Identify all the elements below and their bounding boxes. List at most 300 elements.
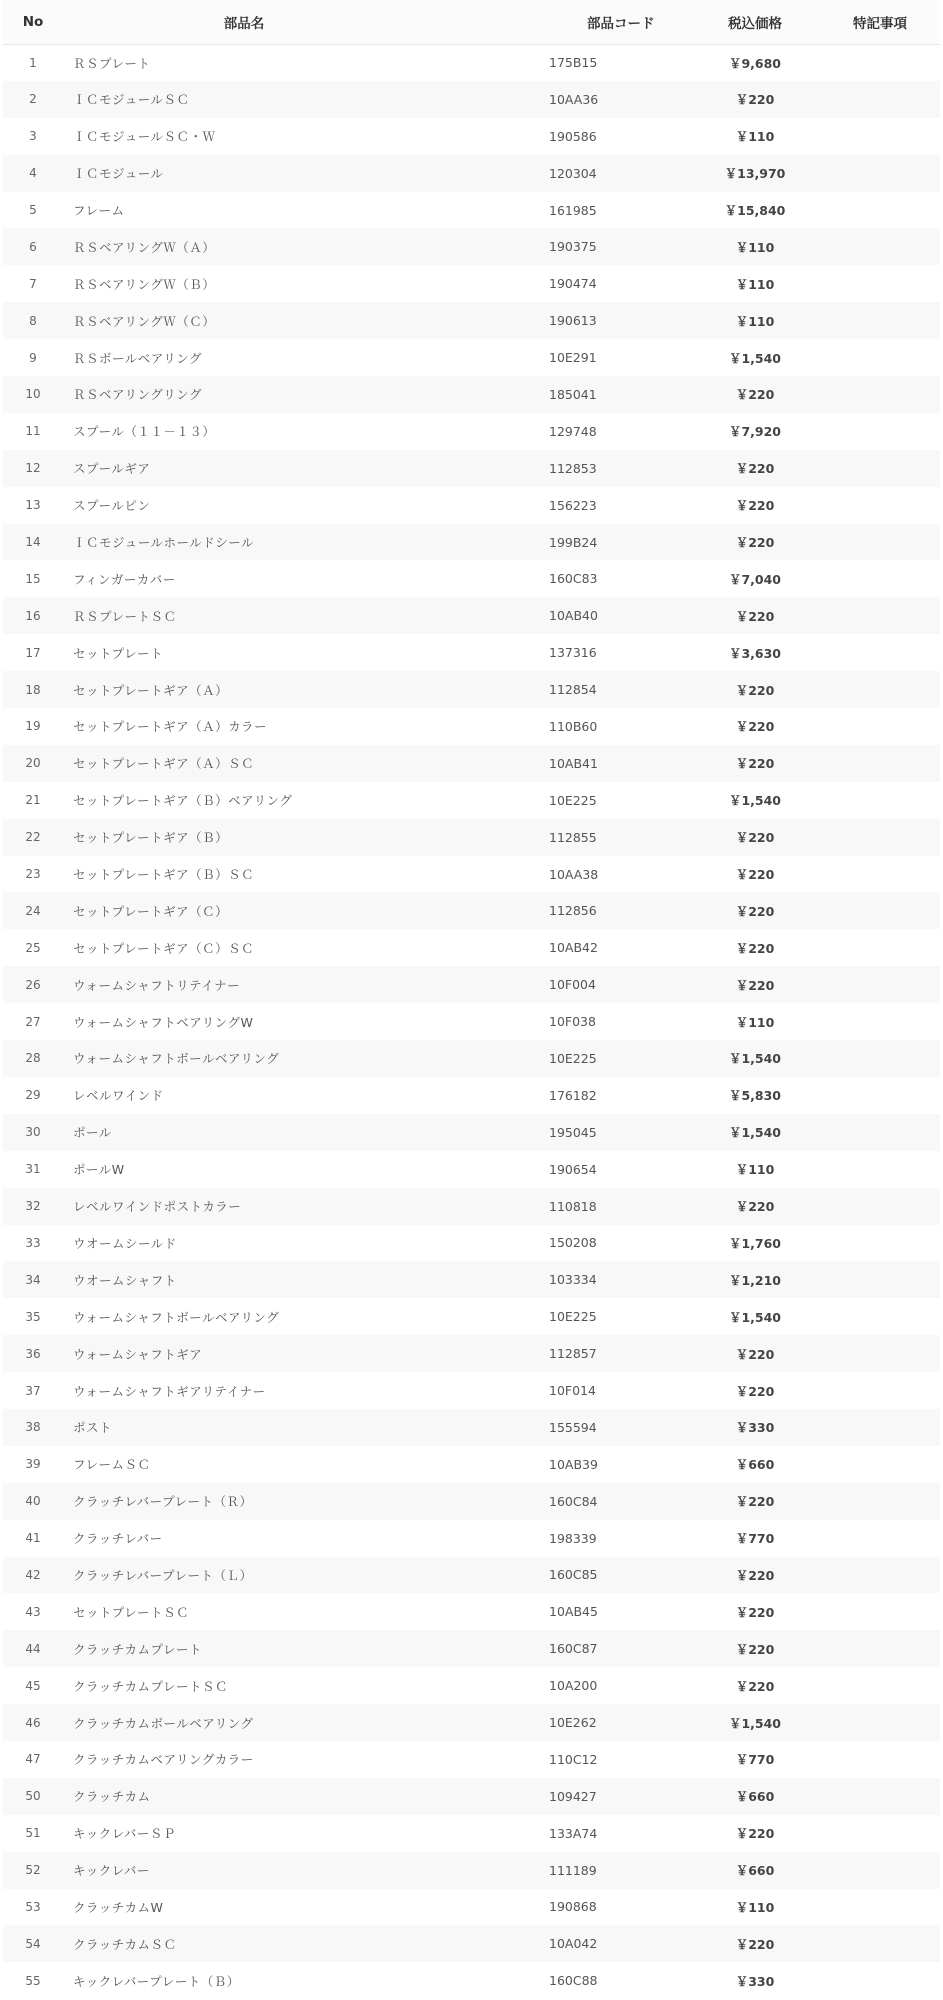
part-name: ウォームシャフトボールベアリング [73, 1051, 280, 1067]
part-price: ￥330 [735, 1420, 775, 1436]
part-code: 176182 [549, 1087, 597, 1103]
part-code: 185041 [549, 386, 597, 402]
table-row [3, 1667, 940, 1704]
part-price: ￥220 [735, 830, 775, 846]
part-no: 45 [25, 1678, 41, 1693]
table-row [3, 1040, 940, 1077]
part-price: ￥220 [735, 940, 775, 956]
part-code: 10F004 [549, 977, 596, 993]
part-price: ￥220 [735, 719, 775, 735]
part-name: クラッチカムボールベアリング [73, 1715, 254, 1731]
part-code: 112856 [549, 903, 597, 919]
part-price: ￥220 [735, 756, 775, 772]
table-row [3, 1114, 940, 1151]
part-no: 31 [25, 1162, 41, 1177]
part-name: ウォームシャフトギアリテイナー [73, 1383, 266, 1399]
part-no: 40 [25, 1494, 41, 1509]
part-note [820, 81, 940, 118]
part-no: 44 [25, 1641, 41, 1656]
part-note [820, 1520, 940, 1557]
part-name: キックレバー [73, 1863, 150, 1879]
part-price: ￥220 [735, 1641, 775, 1657]
part-code: 155594 [549, 1419, 597, 1435]
part-code: 150208 [549, 1235, 597, 1251]
part-price: ￥220 [735, 977, 775, 993]
part-name: セットプレートギア（Ｃ）ＳＣ [73, 940, 255, 956]
part-name: フレームＳＣ [73, 1457, 151, 1473]
table-row [3, 524, 940, 561]
header-part-code: 部品コード [587, 15, 655, 32]
part-price: ￥660 [735, 1457, 775, 1473]
part-no: 38 [25, 1420, 41, 1435]
part-price: ￥220 [735, 682, 775, 698]
part-name: ＩＣモジュールＳＣ [73, 92, 190, 108]
header-no: No [22, 13, 44, 30]
part-code: 190586 [549, 128, 597, 144]
part-name: ウオームシールド [73, 1235, 177, 1251]
part-name: セットプレートギア（Ａ） [73, 682, 229, 698]
part-no: 8 [29, 313, 37, 328]
part-price: ￥770 [735, 1752, 775, 1768]
part-no: 43 [25, 1604, 41, 1619]
part-name: キックレバープレート（Ｂ） [73, 1973, 240, 1989]
part-no: 4 [29, 166, 37, 181]
part-name: セットプレートギア（Ｃ） [73, 903, 229, 919]
part-no: 16 [25, 608, 41, 623]
part-note [820, 1704, 940, 1741]
part-name: スプールギア [73, 461, 151, 477]
part-no: 6 [29, 239, 37, 254]
table-row [3, 1852, 940, 1889]
part-note [820, 376, 940, 413]
table-row [3, 671, 940, 708]
part-name: ポールW [73, 1162, 125, 1178]
table-row [3, 1557, 940, 1594]
part-price: ￥1,540 [728, 1715, 782, 1731]
part-price: ￥220 [735, 1346, 775, 1362]
part-price: ￥220 [735, 903, 775, 919]
part-no: 15 [25, 571, 41, 586]
part-no: 10 [25, 387, 41, 402]
part-price: ￥330 [735, 1973, 775, 1989]
part-name: スプール（１１－１３） [73, 424, 216, 440]
part-note [820, 450, 940, 487]
part-note [820, 265, 940, 302]
part-no: 18 [25, 682, 41, 697]
part-name: セットプレートギア（Ｂ）ベアリング [73, 793, 293, 809]
part-code: 109427 [549, 1788, 597, 1804]
part-no: 54 [25, 1936, 41, 1951]
part-note [820, 1925, 940, 1962]
table-row [3, 1188, 940, 1225]
part-note [820, 1483, 940, 1520]
part-name: ウォームシャフトベアリングW [73, 1014, 254, 1030]
table-row [3, 1778, 940, 1815]
part-note [820, 1741, 940, 1778]
part-note [820, 745, 940, 782]
part-no: 9 [29, 350, 37, 365]
part-note [820, 1077, 940, 1114]
table-row [3, 634, 940, 671]
table-row [3, 302, 940, 339]
part-price: ￥220 [735, 608, 775, 624]
part-no: 37 [25, 1383, 41, 1398]
part-no: 2 [29, 92, 37, 107]
part-no: 53 [25, 1899, 41, 1914]
part-name: ＩＣモジュール [73, 166, 164, 182]
part-price: ￥220 [735, 1494, 775, 1510]
table-row [3, 1298, 940, 1335]
part-name: キックレバーＳＰ [73, 1826, 176, 1842]
table-row [3, 44, 940, 81]
part-price: ￥13,970 [724, 166, 786, 182]
part-no: 11 [25, 424, 41, 439]
part-no: 13 [25, 498, 41, 513]
part-note [820, 228, 940, 265]
table-row [3, 265, 940, 302]
part-code: 160C87 [549, 1641, 598, 1657]
part-note [820, 1815, 940, 1852]
part-note [820, 1409, 940, 1446]
table-row [3, 1003, 940, 1040]
part-no: 17 [25, 645, 41, 660]
header-row [3, 0, 940, 44]
part-code: 112857 [549, 1346, 597, 1362]
part-no: 12 [25, 461, 41, 476]
part-price: ￥1,210 [728, 1272, 782, 1288]
part-name: セットプレート [73, 645, 164, 661]
part-no: 22 [25, 830, 41, 845]
part-price: ￥220 [735, 1826, 775, 1842]
part-note [820, 1778, 940, 1815]
parts-table [3, 0, 940, 1999]
part-price: ￥220 [735, 1604, 775, 1620]
part-no: 20 [25, 756, 41, 771]
part-note [820, 1040, 940, 1077]
table-row [3, 339, 940, 376]
table-header [3, 0, 940, 44]
part-code: 190375 [549, 239, 597, 255]
part-no: 51 [25, 1826, 41, 1841]
part-no: 30 [25, 1125, 41, 1140]
table-row [3, 1962, 940, 1999]
part-note [820, 782, 940, 819]
part-code: 10E225 [549, 1309, 597, 1325]
part-note [820, 634, 940, 671]
part-price: ￥220 [735, 461, 775, 477]
part-code: 161985 [549, 202, 597, 218]
part-note [820, 302, 940, 339]
part-code: 160C83 [549, 571, 598, 587]
part-note [820, 1852, 940, 1889]
part-code: 112853 [549, 460, 597, 476]
part-note [820, 929, 940, 966]
part-note [820, 560, 940, 597]
part-note [820, 339, 940, 376]
part-note [820, 708, 940, 745]
table-row [3, 819, 940, 856]
part-no: 33 [25, 1235, 41, 1250]
table-row [3, 560, 940, 597]
part-no: 46 [25, 1715, 41, 1730]
part-price: ￥1,540 [728, 1309, 782, 1325]
part-no: 3 [29, 129, 37, 144]
part-no: 26 [25, 977, 41, 992]
part-price: ￥1,540 [728, 350, 782, 366]
part-code: 10AB42 [549, 940, 598, 956]
table-row [3, 966, 940, 1003]
part-price: ￥220 [735, 1936, 775, 1952]
part-name: レベルワインドポストカラー [73, 1199, 242, 1215]
header-part-name: 部品名 [223, 15, 265, 32]
part-price: ￥220 [735, 1199, 775, 1215]
part-name: ウォームシャフトリテイナー [73, 977, 241, 993]
part-code: 10F038 [549, 1014, 596, 1030]
part-no: 39 [25, 1457, 41, 1472]
table-row [3, 1704, 940, 1741]
table-row [3, 1077, 940, 1114]
part-price: ￥1,760 [728, 1235, 782, 1251]
part-name: クラッチカムプレートＳＣ [73, 1678, 229, 1694]
table-row [3, 892, 940, 929]
part-name: セットプレートＳＣ [73, 1604, 190, 1620]
part-name: ＲＳプレートＳＣ [73, 608, 177, 624]
part-note [820, 1889, 940, 1926]
part-note [820, 671, 940, 708]
part-price: ￥110 [735, 1162, 775, 1178]
part-note [820, 1114, 940, 1151]
table-row [3, 597, 940, 634]
part-no: 32 [25, 1199, 41, 1214]
part-no: 14 [25, 535, 41, 550]
part-price: ￥220 [735, 1567, 775, 1583]
part-no: 28 [25, 1051, 41, 1066]
part-price: ￥220 [735, 1678, 775, 1694]
part-name: レベルワインド [73, 1088, 164, 1104]
part-no: 47 [25, 1752, 41, 1767]
part-no: 52 [25, 1863, 41, 1878]
part-code: 160C84 [549, 1493, 598, 1509]
part-code: 112854 [549, 682, 597, 698]
part-code: 110B60 [549, 718, 598, 734]
table-row [3, 450, 940, 487]
part-name: クラッチレバープレート（Ｒ） [73, 1494, 253, 1510]
part-code: 133A74 [549, 1825, 598, 1841]
part-no: 35 [25, 1309, 41, 1324]
table-row [3, 1151, 940, 1188]
part-price: ￥15,840 [724, 203, 786, 218]
part-no: 42 [25, 1567, 41, 1582]
part-price: ￥9,680 [728, 55, 782, 71]
part-price: ￥660 [735, 1789, 775, 1805]
part-name: ウオームシャフト [73, 1272, 177, 1288]
table-row [3, 1372, 940, 1409]
table-row [3, 118, 940, 155]
table-row [3, 192, 940, 229]
table-row [3, 929, 940, 966]
table-body [3, 44, 940, 1999]
part-name: セットプレートギア（Ａ）ＳＣ [73, 756, 255, 772]
part-code: 10E225 [549, 792, 597, 808]
part-name: フレーム [73, 203, 125, 218]
table-row [3, 1889, 940, 1926]
header-price: 税込価格 [728, 15, 782, 32]
part-name: ＲＳベアリングＷ（Ａ） [73, 239, 216, 255]
part-price: ￥660 [735, 1863, 775, 1879]
table-row [3, 81, 940, 118]
part-code: 199B24 [549, 534, 598, 550]
part-code: 112855 [549, 829, 597, 845]
part-name: フィンガーカバー [73, 571, 176, 587]
part-name: クラッチレバー [73, 1531, 163, 1547]
part-price: ￥1,540 [728, 1051, 782, 1067]
part-no: 50 [25, 1789, 41, 1804]
table-row [3, 1335, 940, 1372]
table-row [3, 155, 940, 192]
part-name: ＩＣモジュールホールドシール [73, 535, 255, 551]
part-name: クラッチカムW [73, 1899, 164, 1915]
part-price: ￥5,830 [728, 1088, 782, 1104]
table-row [3, 413, 940, 450]
part-no: 55 [25, 1973, 41, 1988]
table-row [3, 1630, 940, 1667]
part-code: 10E225 [549, 1050, 597, 1066]
part-name: ＩＣモジュールＳＣ・Ｗ [73, 129, 216, 145]
part-name: クラッチカムプレート [73, 1641, 203, 1657]
part-name: ＲＳベアリングＷ（Ｂ） [73, 276, 216, 292]
part-note [820, 1151, 940, 1188]
part-code: 110818 [549, 1198, 597, 1214]
table-row [3, 228, 940, 265]
part-code: 10AB41 [549, 755, 598, 771]
part-code: 160C85 [549, 1567, 598, 1583]
part-note [820, 487, 940, 524]
part-name: ＲＳベアリングＷ（Ｃ） [73, 313, 216, 329]
part-note [820, 1372, 940, 1409]
table-row [3, 1483, 940, 1520]
part-price: ￥110 [735, 1899, 775, 1915]
part-code: 156223 [549, 497, 597, 513]
part-note [820, 1446, 940, 1483]
part-code: 129748 [549, 423, 597, 439]
part-name: クラッチカムベアリングカラー [73, 1752, 254, 1768]
part-note [820, 1188, 940, 1225]
header-note: 特記事項 [853, 15, 907, 32]
table-row [3, 1225, 940, 1262]
part-code: 198339 [549, 1530, 597, 1546]
part-code: 111189 [549, 1862, 597, 1878]
table-row [3, 1815, 940, 1852]
part-note [820, 1003, 940, 1040]
part-no: 7 [29, 276, 37, 291]
part-note [820, 155, 940, 192]
part-name: ＲＳボールベアリング [73, 350, 203, 366]
part-code: 103334 [549, 1272, 597, 1288]
part-note [820, 1261, 940, 1298]
part-name: セットプレートギア（Ｂ） [73, 830, 229, 846]
part-code: 10A200 [549, 1678, 598, 1694]
part-note [820, 1557, 940, 1594]
part-no: 19 [25, 719, 41, 734]
part-code: 10AA36 [549, 91, 599, 107]
part-no: 23 [25, 867, 41, 882]
part-no: 34 [25, 1272, 41, 1287]
part-note [820, 118, 940, 155]
table-row [3, 1409, 940, 1446]
part-note [820, 1630, 940, 1667]
part-no: 25 [25, 940, 41, 955]
part-note [820, 1962, 940, 1999]
part-name: クラッチカムＳＣ [73, 1936, 177, 1952]
table-row [3, 708, 940, 745]
table-row [3, 1446, 940, 1483]
part-no: 21 [25, 793, 41, 808]
part-name: セットプレートギア（Ｂ）ＳＣ [73, 867, 255, 883]
part-name: セットプレートギア（Ａ）カラー [73, 719, 268, 735]
part-code: 110C12 [549, 1751, 598, 1767]
part-price: ￥1,540 [728, 1125, 782, 1141]
part-name: ＲＳベアリングリング [73, 387, 203, 403]
part-price: ￥220 [735, 498, 775, 514]
part-name: ＲＳプレート [73, 55, 151, 71]
table-row [3, 1261, 940, 1298]
part-price: ￥220 [735, 92, 775, 108]
part-price: ￥1,540 [728, 793, 782, 809]
part-code: 10F014 [549, 1383, 596, 1398]
part-code: 175B15 [549, 55, 598, 71]
part-no: 5 [29, 203, 37, 217]
part-note [820, 819, 940, 856]
part-code: 10AB45 [549, 1604, 598, 1620]
table-row [3, 856, 940, 893]
table-row [3, 782, 940, 819]
part-price: ￥3,630 [728, 645, 782, 661]
part-code: 10E291 [549, 350, 597, 366]
part-note [820, 524, 940, 561]
part-note [820, 1667, 940, 1704]
table-row [3, 487, 940, 524]
part-note [820, 966, 940, 1003]
part-code: 160C88 [549, 1973, 598, 1989]
part-no: 41 [25, 1531, 41, 1546]
part-name: ポスト [73, 1420, 113, 1436]
table-row [3, 1593, 940, 1630]
part-note [820, 1298, 940, 1335]
part-note [820, 597, 940, 634]
part-code: 195045 [549, 1124, 597, 1140]
part-no: 24 [25, 903, 41, 918]
part-name: クラッチカム [73, 1789, 151, 1805]
part-code: 137316 [549, 645, 597, 661]
part-name: スプールピン [73, 498, 151, 514]
part-price: ￥220 [735, 867, 775, 883]
table-row [3, 745, 940, 782]
part-code: 120304 [549, 165, 597, 181]
part-code: 190474 [549, 276, 597, 292]
part-price: ￥110 [735, 313, 775, 329]
table-row [3, 376, 940, 413]
part-note [820, 413, 940, 450]
part-price: ￥220 [735, 387, 775, 403]
table-row [3, 1741, 940, 1778]
part-price: ￥770 [735, 1531, 775, 1547]
part-name: ウォームシャフトボールベアリング [73, 1309, 280, 1325]
part-price: ￥7,040 [728, 571, 782, 587]
part-price: ￥110 [735, 1014, 775, 1030]
table-row [3, 1925, 940, 1962]
part-code: 10AB40 [549, 608, 598, 624]
part-note [820, 892, 940, 929]
